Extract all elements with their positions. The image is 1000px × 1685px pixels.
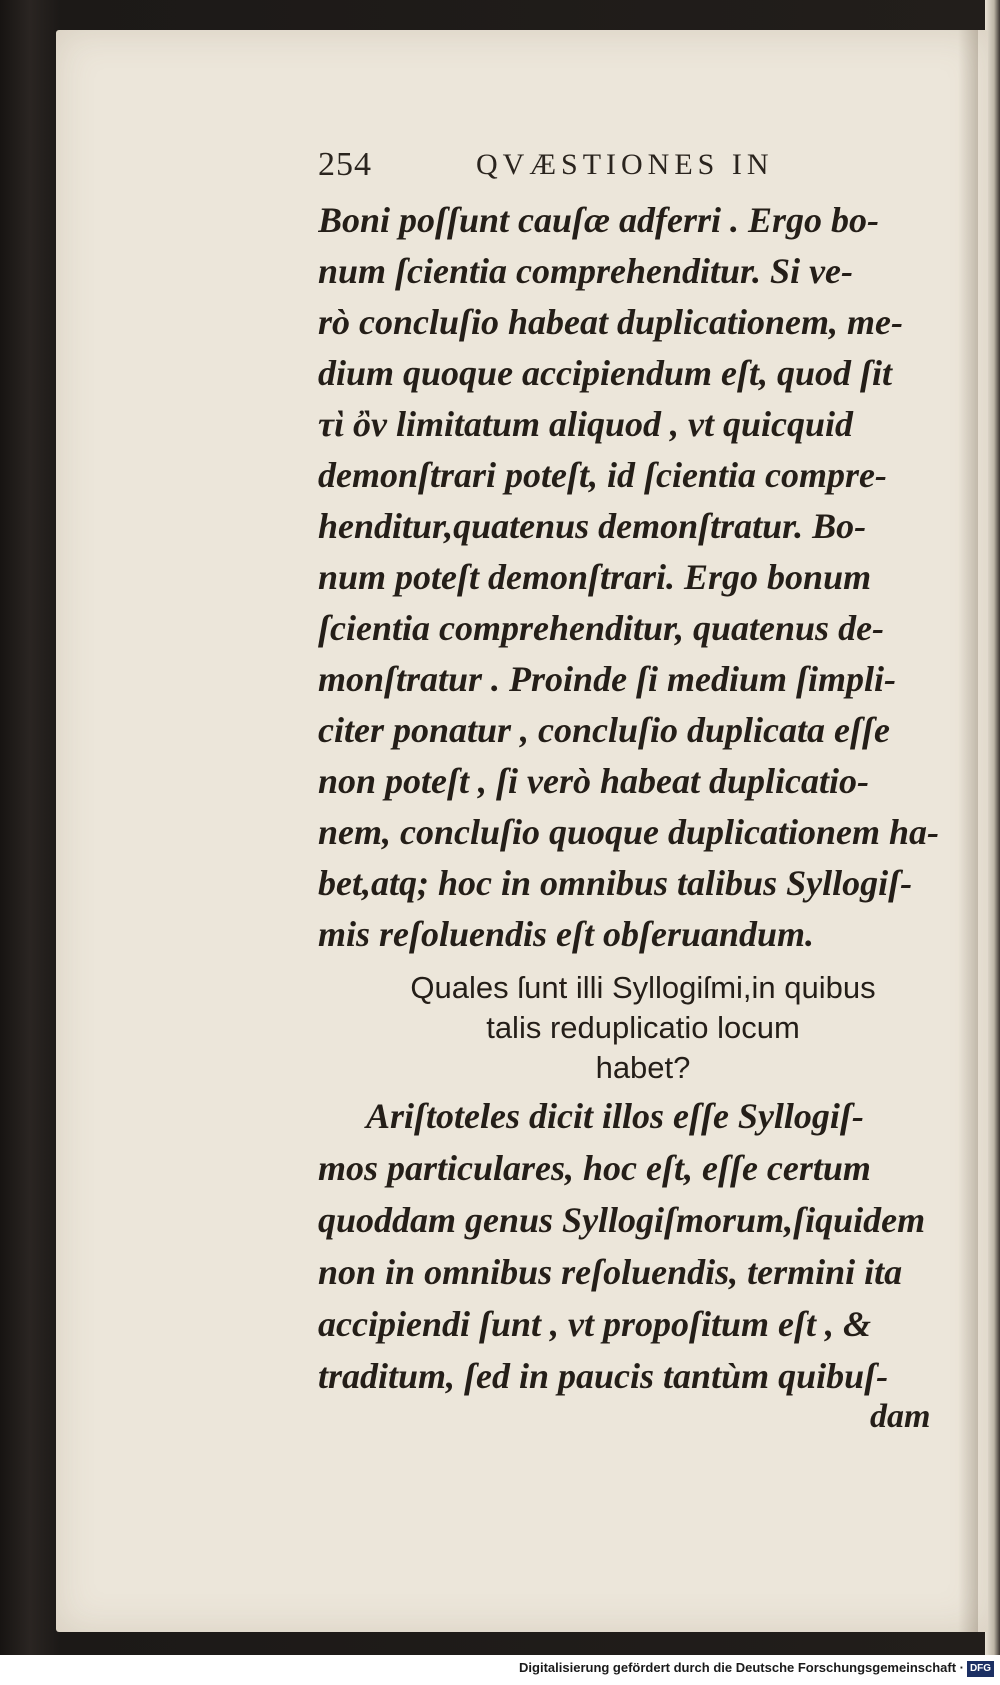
section-heading bbox=[318, 968, 968, 1088]
text-line: accipiendi ſunt , vt propoſitum eſt , & bbox=[318, 1304, 871, 1344]
text-line: ſcientia comprehenditur, quatenus de- bbox=[318, 608, 885, 648]
text-line: non poteſt , ſi verò habeat duplicatio- bbox=[318, 761, 869, 801]
text-line: dium quoque accipiendum eſt, quod ſit bbox=[318, 353, 893, 393]
text-line: quoddam genus Syllogiſmorum,ſiquidem bbox=[318, 1200, 926, 1240]
text-line: monſtratur . Proinde ſi medium ſimpli- bbox=[318, 659, 897, 699]
text-line: demonſtrari poteſt, id ſcientia compre- bbox=[318, 455, 887, 495]
running-head: QVÆSTIONES IN bbox=[476, 148, 774, 181]
heading-line: habet? bbox=[595, 1050, 691, 1085]
text-line: τὶ ὂν limitatum aliquod , vt quicquid bbox=[318, 404, 854, 444]
answer-text-block bbox=[318, 1090, 968, 1402]
text-line: Ariſtoteles dicit illos eſſe Syllogiſ- bbox=[366, 1096, 864, 1136]
main-text-block bbox=[318, 195, 968, 960]
text-line: non in omnibus reſoluendis, termini ita bbox=[318, 1252, 903, 1292]
text-line: mos particulares, hoc eſt, eſſe certum bbox=[318, 1148, 871, 1188]
text-line: num poteſt demonſtrari. Ergo bonum bbox=[318, 557, 872, 597]
dfg-logo: DFG bbox=[967, 1661, 994, 1677]
text-line: Boni poſſunt cauſæ adferri . Ergo bo- bbox=[318, 200, 880, 240]
page-number: 254 bbox=[318, 146, 372, 183]
text-line: rò concluſio habeat duplicationem, me- bbox=[318, 302, 903, 342]
text-line: bet,atq; hoc in omnibus talibus Syllogiſ- bbox=[318, 863, 913, 903]
text-line: henditur,quatenus demonſtratur. Bo- bbox=[318, 506, 867, 546]
digitization-footer bbox=[0, 1655, 1000, 1685]
text-line: mis reſoluendis eſt obſeruandum. bbox=[318, 914, 815, 954]
catchword: dam bbox=[870, 1398, 931, 1435]
text-line: num ſcientia comprehenditur. Si ve- bbox=[318, 251, 854, 291]
heading-line: talis reduplicatio locum bbox=[486, 1010, 800, 1045]
page-header bbox=[318, 146, 968, 186]
funding-credit: Digitalisierung gefördert durch die Deutsche Forschungsgemeinschaft · bbox=[519, 1660, 964, 1675]
text-line: nem, concluſio quoque duplicationem ha- bbox=[318, 812, 940, 852]
heading-line: Quales ſunt illi Syllogiſmi,in quibus bbox=[410, 970, 876, 1005]
text-line: traditum, ſed in paucis tantùm quibuſ- bbox=[318, 1356, 889, 1396]
text-line: citer ponatur , concluſio duplicata eſſe bbox=[318, 710, 890, 750]
